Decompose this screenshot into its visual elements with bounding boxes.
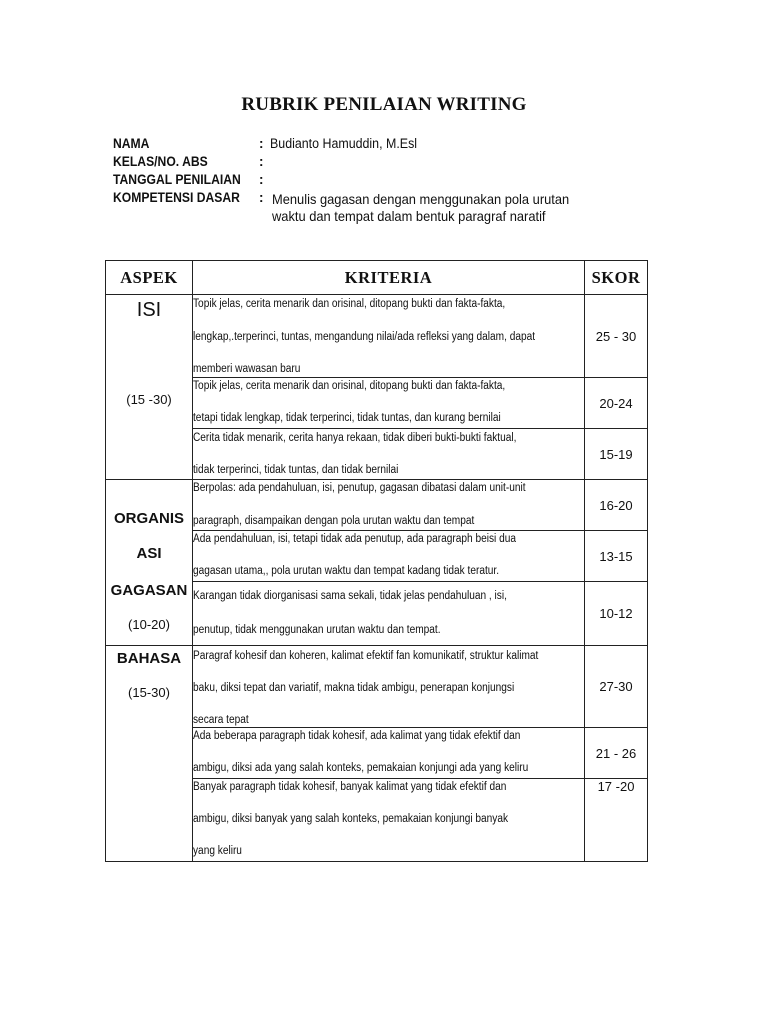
rubric-table (105, 260, 648, 862)
table-row (106, 646, 648, 728)
criteria-line: secara tepat (193, 714, 249, 726)
criteria-cell (193, 779, 585, 862)
criteria-line: lengkap,.terperinci, tuntas, mengandung nilai/ada refleksi yang dalam, dapat (193, 331, 536, 343)
aspek-range: (10-20) (128, 617, 170, 632)
criteria-line: ambigu, diksi banyak yang salah konteks, pemakaian konjungi banyak (193, 813, 509, 825)
aspek-name: ASI (136, 545, 162, 562)
criteria-line: ambigu, diksi ada yang salah konteks, pemakaian konjungi ada yang keliru (193, 762, 529, 774)
aspek-name: ISI (136, 299, 162, 321)
criteria-cell (193, 582, 585, 646)
criteria-cell (193, 378, 585, 429)
score-cell: 25 - 30 (585, 295, 648, 378)
aspek-name: BAHASA (116, 650, 182, 667)
criteria-line: memberi wawasan baru (193, 363, 301, 375)
nama-value: Budianto Hamuddin, M.Esl (270, 136, 418, 151)
colon: : (259, 136, 264, 151)
header-kriteria: KRITERIA (193, 261, 585, 295)
kompetensi-label: KOMPETENSI DASAR (113, 190, 240, 205)
aspek-name: ORGANIS (113, 510, 184, 527)
kompetensi-value-line2: waktu dan tempat dalam bentuk paragraf naratif (272, 208, 546, 224)
criteria-line: Karangan tidak diorganisasi sama sekali, tidak jelas pendahuluan , isi, (193, 590, 507, 602)
kelas-label: KELAS/NO. ABS (113, 154, 208, 169)
score-cell: 21 - 26 (585, 728, 648, 779)
score-cell: 16-20 (585, 480, 648, 531)
nama-label: NAMA (113, 136, 150, 151)
aspek-bahasa (106, 646, 193, 862)
criteria-line: Cerita tidak menarik, cerita hanya rekaan, tidak diberi bukti-bukti faktual, (193, 432, 517, 444)
criteria-line: Paragraf kohesif dan koheren, kalimat efektif fan komunikatif, struktur kalimat (193, 650, 539, 662)
criteria-line: Ada beberapa paragraph tidak kohesif, ada kalimat yang tidak efektif dan (193, 730, 521, 742)
aspek-organisasi (106, 480, 193, 646)
criteria-line: tetapi tidak lengkap, tidak terperinci, tidak tuntas, dan kurang bernilai (193, 412, 501, 424)
aspek-range: (15 -30) (126, 392, 172, 407)
criteria-line: Topik jelas, cerita menarik dan orisinal, ditopang bukti dan fakta-fakta, (193, 380, 506, 392)
criteria-cell (193, 531, 585, 582)
colon: : (259, 172, 264, 187)
criteria-line: Berpolas: ada pendahuluan, isi, penutup, gagasan dibatasi dalam unit-unit (193, 482, 526, 494)
criteria-line: paragraph, disampaikan dengan pola urutan waktu dan tempat (193, 515, 475, 527)
criteria-line: Ada pendahuluan, isi, tetapi tidak ada penutup, ada paragraph beisi dua (193, 533, 516, 545)
criteria-cell (193, 429, 585, 480)
table-row (106, 480, 648, 531)
aspek-name: GAGASAN (110, 582, 188, 599)
criteria-cell (193, 728, 585, 779)
criteria-line: yang keliru (193, 845, 242, 857)
criteria-line: gagasan utama,, pola urutan waktu dan tempat kadang tidak teratur. (193, 565, 500, 577)
criteria-cell (193, 646, 585, 728)
document-title: RUBRIK PENILAIAN WRITING (241, 94, 527, 115)
header-aspek: ASPEK (106, 261, 193, 295)
score-cell: 27-30 (585, 646, 648, 728)
aspek-isi (106, 295, 193, 480)
criteria-line: tidak terperinci, tidak tuntas, dan tidak bernilai (193, 464, 399, 476)
score-cell: 17 -20 (585, 779, 648, 862)
tanggal-label: TANGGAL PENILAIAN (113, 172, 241, 187)
criteria-line: penutup, tidak menggunakan urutan waktu dan tempat. (193, 624, 441, 636)
score-cell: 13-15 (585, 531, 648, 582)
colon: : (259, 154, 264, 169)
criteria-line: baku, diksi tepat dan variatif, makna tidak ambigu, penerapan konjungsi (193, 682, 515, 694)
criteria-cell (193, 480, 585, 531)
criteria-cell (193, 295, 585, 378)
aspek-range: (15-30) (128, 685, 170, 700)
table-row (106, 295, 648, 378)
score-cell: 10-12 (585, 582, 648, 646)
score-cell: 15-19 (585, 429, 648, 480)
criteria-line: Banyak paragraph tidak kohesif, banyak kalimat yang tidak efektif dan (193, 781, 507, 793)
colon: : (259, 190, 264, 205)
table-header-row (106, 261, 648, 295)
score-cell: 20-24 (585, 378, 648, 429)
kompetensi-value-line1: Menulis gagasan dengan menggunakan pola urutan (272, 191, 570, 207)
criteria-line: Topik jelas, cerita menarik dan orisinal, ditopang bukti dan fakta-fakta, (193, 298, 506, 310)
header-skor: SKOR (585, 261, 648, 295)
